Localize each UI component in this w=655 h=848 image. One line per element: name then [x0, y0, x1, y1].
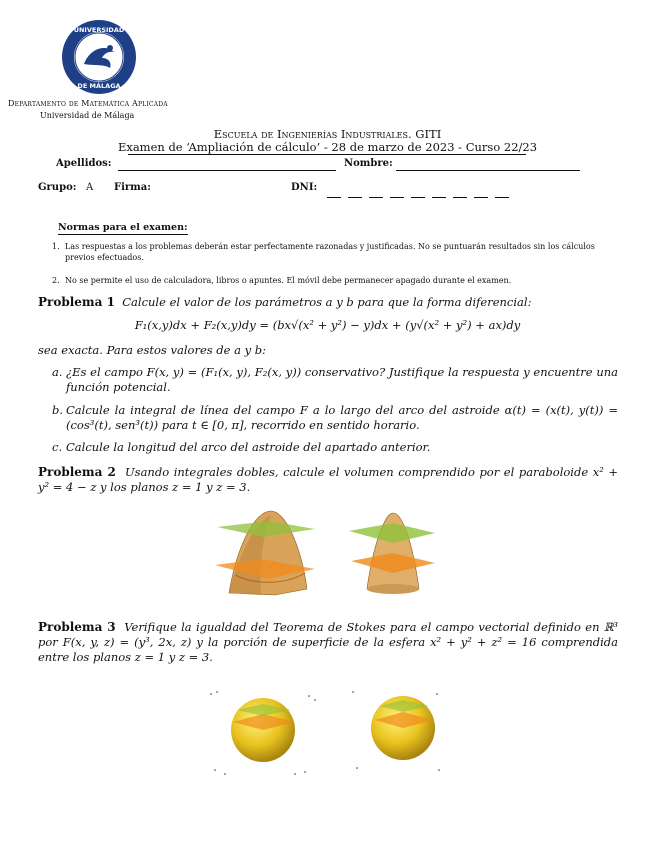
rule-item [52, 275, 622, 286]
problem-1-statement [38, 295, 618, 310]
item-text: Calcule la longitud del arco del astroide del apartado anterior. [66, 440, 431, 454]
problem-2-statement [38, 465, 618, 495]
exam-title [0, 140, 655, 154]
problem-1-item-a [52, 365, 618, 395]
problem-3-text: Verifique la igualdad del Teorema de Stokes para el campo vectorial definido en ℝ³ por F(x, y, z) = (y³, 2x, z) y la porción de superficie de la esfera x² + y² + z² = 16 comprendida entre los planos z = 1 y z = 3. [38, 620, 619, 664]
paraboloid-plot-1 [215, 505, 315, 597]
item-text: ¿Es el campo F(x, y) = (F₁(x, y), F₂(x, y)) conservativo? Justifique la respuesta y encuentre una función potencial. [66, 365, 618, 394]
svg-text:DE MÁLAGA: DE MÁLAGA [77, 82, 121, 90]
rule-text: Las respuestas a los problemas deberán estar perfectamente razonadas y justificadas. No se puntuarán resultados sin los cálculos previos efectuados. [65, 242, 595, 262]
surname-field[interactable] [118, 170, 336, 171]
problem-3-statement [38, 620, 618, 665]
problem-3-title: Problema 3 [38, 620, 116, 634]
problem-1-item-b [52, 403, 618, 433]
dni-field[interactable] [327, 183, 516, 202]
problem-2-text: Usando integrales dobles, calcule el volumen comprendido por el paraboloide x² + y² = 4 − z y los planos z = 1 y z = 3. [38, 465, 619, 494]
problem-1-formula: F₁(x,y)dx + F₂(x,y)dy = (bx√(x² + y²) − y)dx + (y√(x² + y²) + ax)dy [134, 318, 521, 332]
signature-label: Firma: [114, 182, 151, 193]
problem-1-item-c [52, 440, 618, 455]
exam-title-text: Examen de ‘Ampliación de cálculo’ - 28 de marzo de 2023 - Curso 22/23 [117, 140, 538, 154]
university-seal [60, 18, 138, 96]
department-name: Departamento de Matemática Aplicada [8, 99, 168, 108]
sphere-plot-1 [205, 680, 320, 778]
paraboloid-plot-2 [345, 505, 437, 597]
group-label: Grupo: [38, 182, 77, 193]
item-letter: b. [52, 403, 64, 417]
problem-1-condition: sea exacta. Para estos valores de a y b: [38, 343, 267, 357]
exam-title-underline [128, 154, 526, 155]
rule-item [52, 241, 622, 263]
item-letter: c. [52, 440, 63, 454]
rule-text: No se permite el uso de calculadora, libros o apuntes. El móvil debe permanecer apagado durante el examen. [65, 276, 512, 285]
problem-2-title: Problema 2 [38, 465, 116, 479]
surname-label: Apellidos: [56, 158, 112, 169]
university-name: Universidad de Málaga [40, 111, 135, 120]
name-label: Nombre: [344, 158, 393, 169]
item-text: Calcule la integral de línea del campo F a lo largo del arco del astroide α(t) = (x(t), y(t)) = (cos³(t), sen³(t)) para t ∈ [0, π], recorrido en sentido horario. [66, 403, 618, 432]
group-value: A [86, 182, 94, 193]
rule-number: 2. [52, 276, 60, 285]
dni-label: DNI: [291, 182, 318, 193]
rule-number: 1. [52, 242, 60, 251]
school-title: Escuela de Ingenierías Industriales. GITI [213, 127, 442, 141]
rules-title: Normas para el examen: [58, 222, 188, 233]
problem-1-text: Calcule el valor de los parámetros a y b para que la forma diferencial: [122, 295, 532, 309]
problem-1-title: Problema 1 [38, 295, 115, 309]
name-field[interactable] [396, 170, 580, 171]
item-letter: a. [52, 365, 63, 379]
svg-text:UNIVERSIDAD: UNIVERSIDAD [73, 26, 125, 34]
sphere-plot-2 [345, 680, 445, 778]
